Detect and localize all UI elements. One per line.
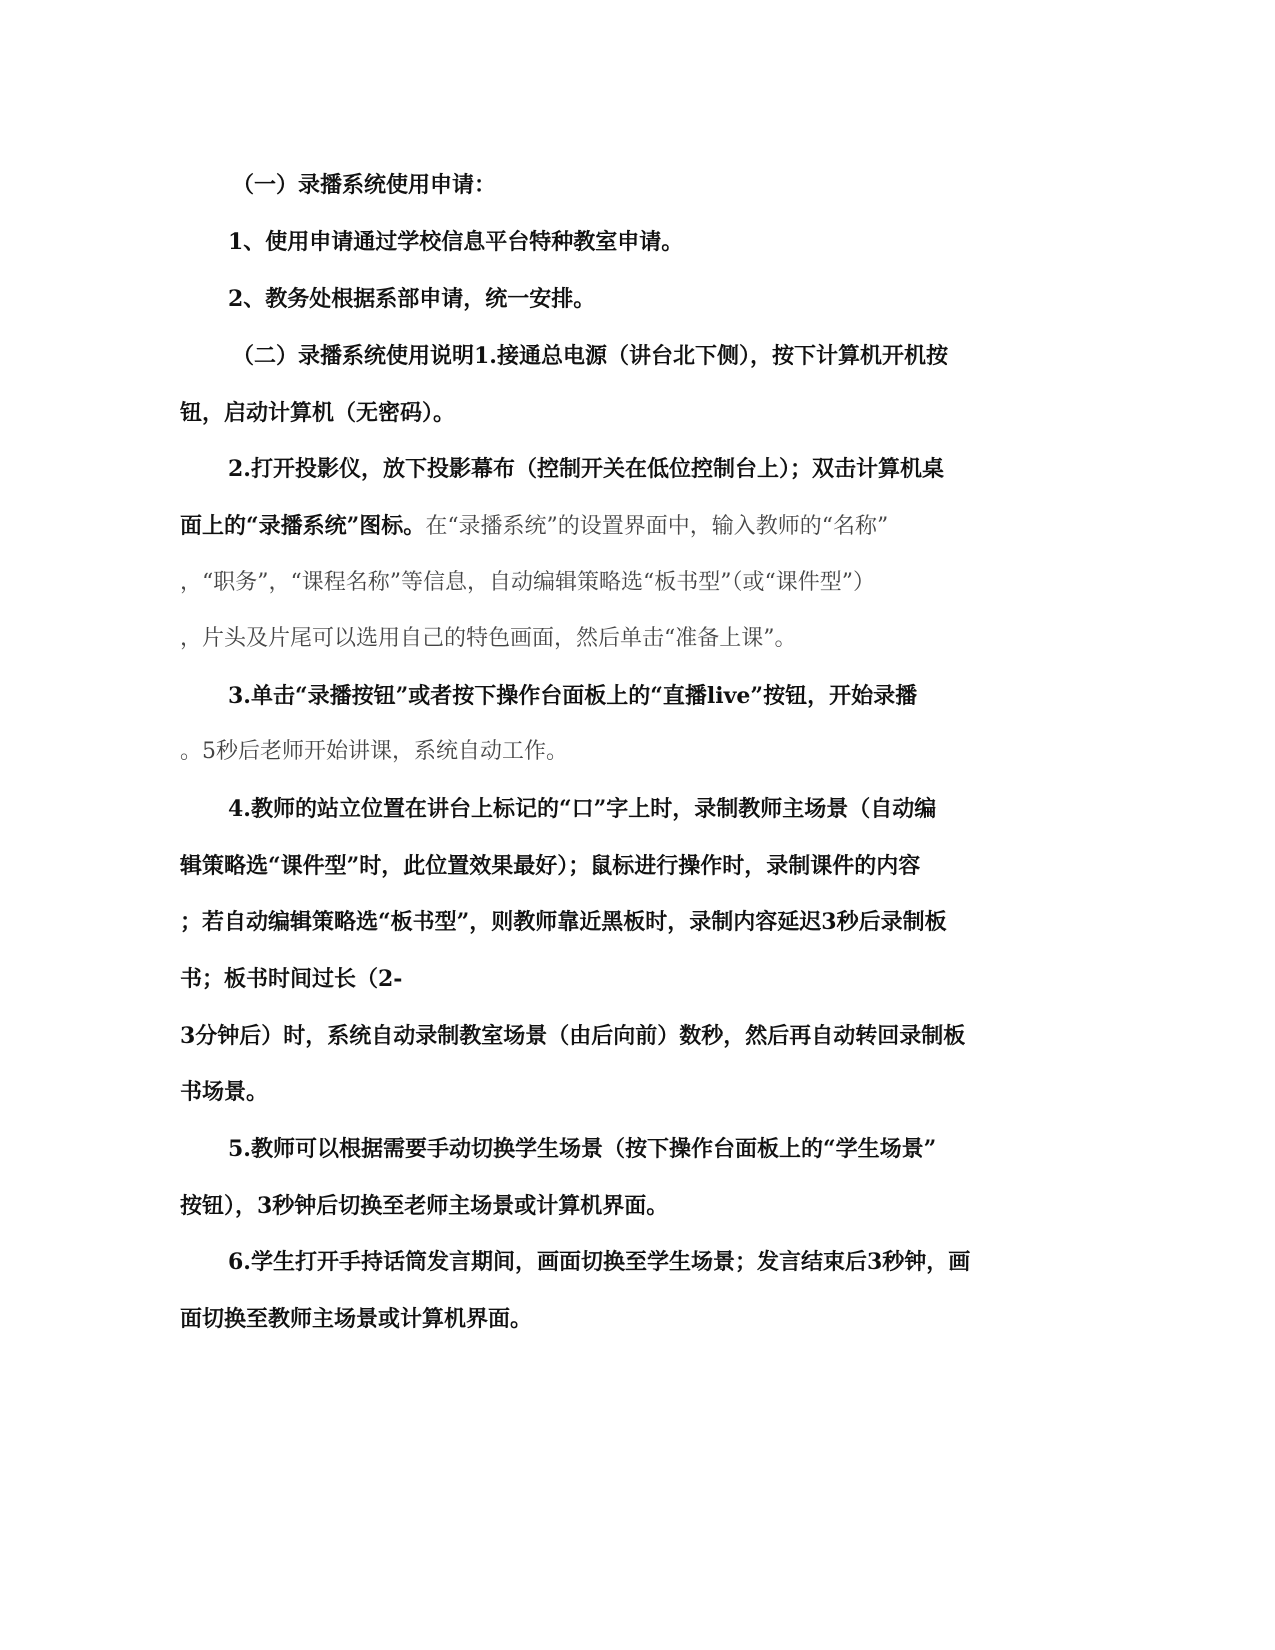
heading-section-1: （一）录播系统使用申请： — [232, 172, 497, 198]
paragraph-line: 书场景。 — [180, 1079, 269, 1105]
paragraph-line: 5.教师可以根据需要手动切换学生场景（按下操作台面板上的“学生场景” — [228, 1136, 937, 1162]
paragraph-line: 钮，启动计算机（无密码）。 — [180, 400, 456, 426]
paragraph-line: 书；板书时间过长（2- — [180, 966, 403, 992]
paragraph-line: 面上的“录播系统”图标。在“录播系统”的设置界面中，输入教师的“名称” — [180, 513, 889, 539]
paragraph-line: 2、教务处根据系部申请，统一安排。 — [228, 286, 596, 312]
paragraph-line: 1、使用申请通过学校信息平台特种教室申请。 — [228, 229, 684, 255]
paragraph-line: 。5秒后老师开始讲课，系统自动工作。 — [180, 739, 568, 764]
paragraph-line: 面切换至教师主场景或计算机界面。 — [180, 1306, 533, 1332]
paragraph-line: ，“职务”，“课程名称”等信息，自动编辑策略选“板书型”（或“课件型”） — [180, 570, 875, 595]
paragraph-line: ；若自动编辑策略选“板书型”，则教师靠近黑板时，录制内容延迟3秒后录制板 — [180, 909, 947, 935]
paragraph-line: 3分钟后）时，系统自动录制教室场景（由后向前）数秒，然后再自动转回录制板 — [180, 1023, 966, 1049]
paragraph-line: 辑策略选“课件型”时，此位置效果最好）；鼠标进行操作时，录制课件的内容 — [180, 853, 921, 879]
heading-section-2: （二）录播系统使用说明1.接通总电源（讲台北下侧），按下计算机开机按 — [232, 343, 948, 369]
paragraph-line: 6.学生打开手持话筒发言期间，画面切换至学生场景；发言结束后3秒钟，画 — [228, 1249, 971, 1275]
paragraph-line: 2.打开投影仪，放下投影幕布（控制开关在低位控制台上）；双击计算机桌 — [228, 456, 944, 482]
paragraph-line: 3.单击“录播按钮”或者按下操作台面板上的“直播live”按钮，开始录播 — [228, 683, 918, 709]
paragraph-line: ，片头及片尾可以选用自己的特色画面，然后单击“准备上课”。 — [180, 626, 797, 651]
paragraph-line: 4.教师的站立位置在讲台上标记的“口”字上时，录制教师主场景（自动编 — [228, 796, 937, 822]
paragraph-line: 按钮），3秒钟后切换至老师主场景或计算机界面。 — [180, 1193, 669, 1219]
